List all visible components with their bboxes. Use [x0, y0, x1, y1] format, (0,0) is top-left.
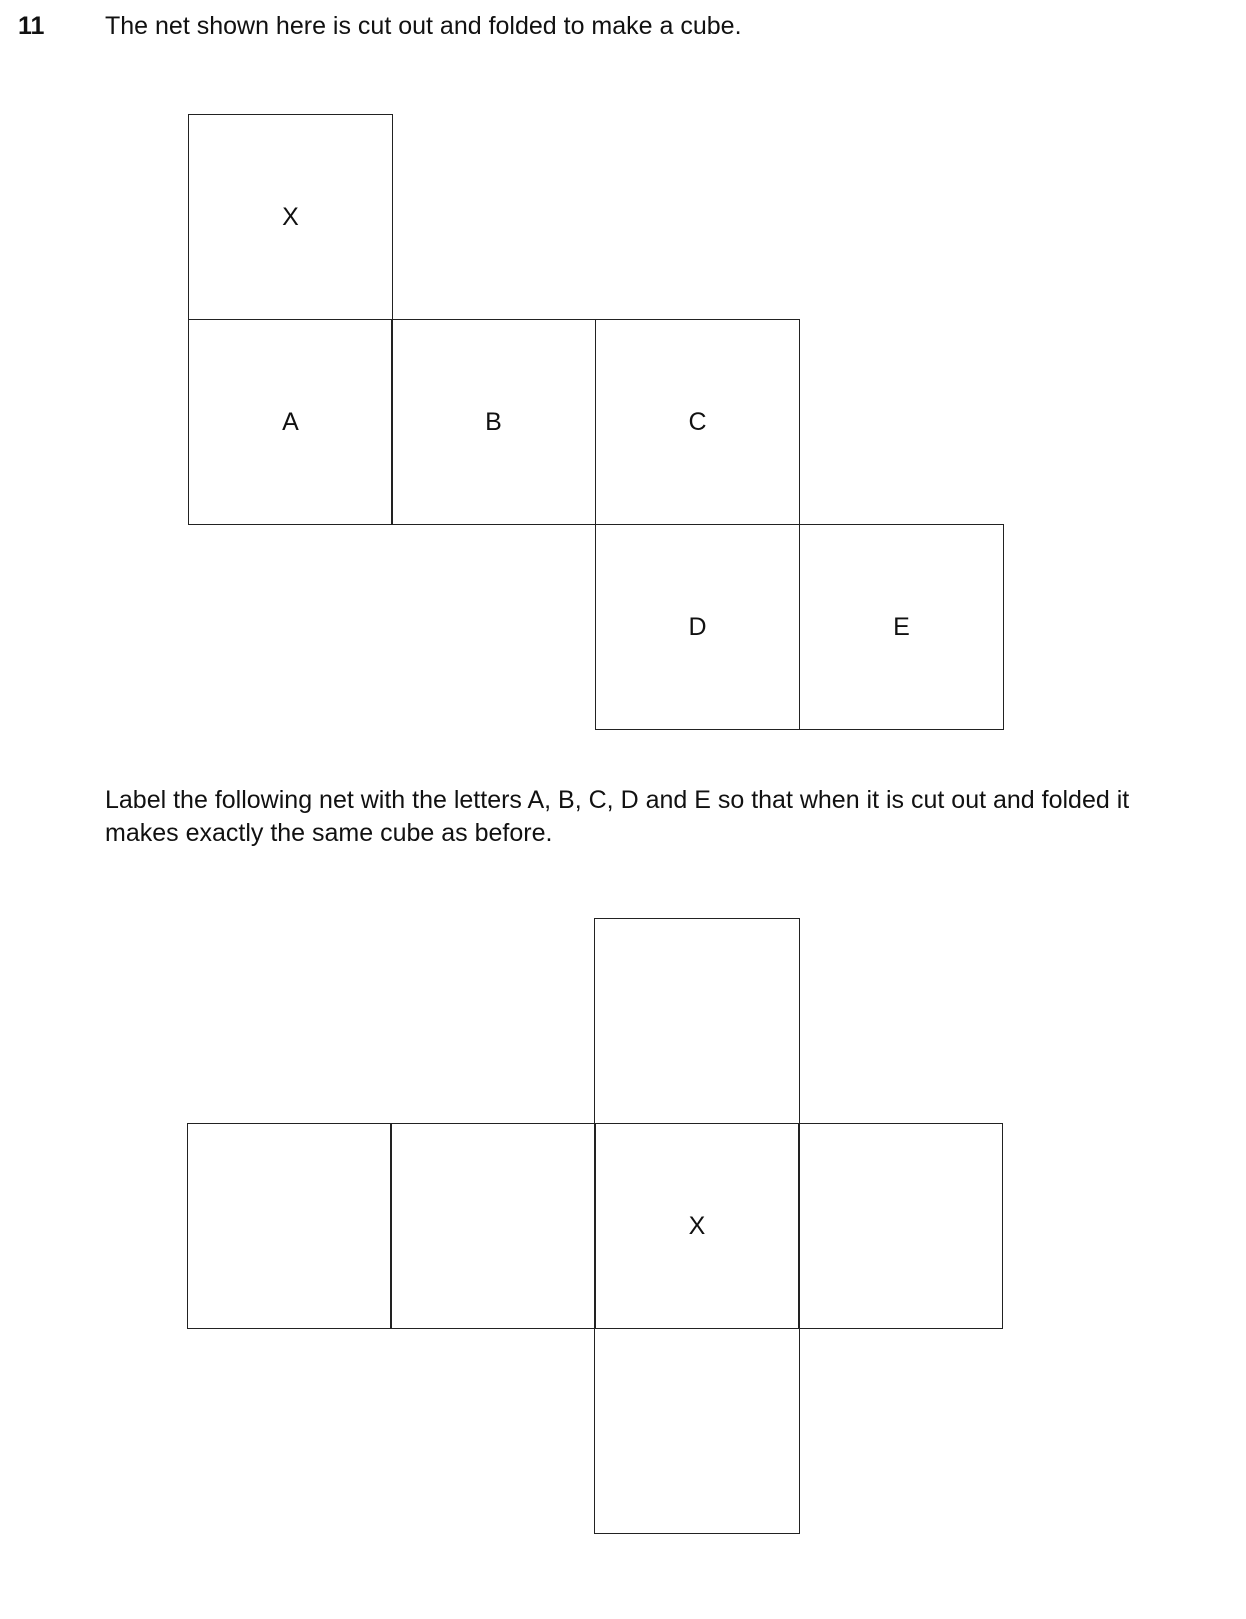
face-label-c: C	[688, 407, 707, 436]
question-intro: The net shown here is cut out and folded to make a cube.	[105, 12, 742, 40]
net-face-x	[188, 114, 393, 320]
face-label-x: X	[282, 202, 299, 231]
face-label-e: E	[893, 612, 910, 641]
blank-face-left[interactable]	[187, 1123, 392, 1329]
net-face-d	[595, 524, 800, 730]
face-label-d: D	[688, 612, 707, 641]
face-label-b: B	[485, 407, 502, 436]
blank-face-middle-left[interactable]	[390, 1123, 596, 1329]
blank-face-right[interactable]	[798, 1123, 1003, 1329]
blank-face-bottom[interactable]	[594, 1328, 800, 1534]
net-face-e	[799, 524, 1004, 730]
blank-face-center	[594, 1123, 800, 1329]
face-label-a: A	[282, 407, 299, 436]
question-instruction: Label the following net with the letters A, B, C, D and E so that when it is cut out and folded it makes exactly the same cube as before.	[105, 786, 1130, 847]
blank-face-center-label: X	[688, 1211, 706, 1240]
net-face-b	[391, 319, 596, 525]
net-face-a	[188, 319, 393, 525]
net-face-c	[595, 319, 800, 525]
question-number: 11	[18, 12, 45, 40]
blank-face-top[interactable]	[594, 918, 800, 1124]
